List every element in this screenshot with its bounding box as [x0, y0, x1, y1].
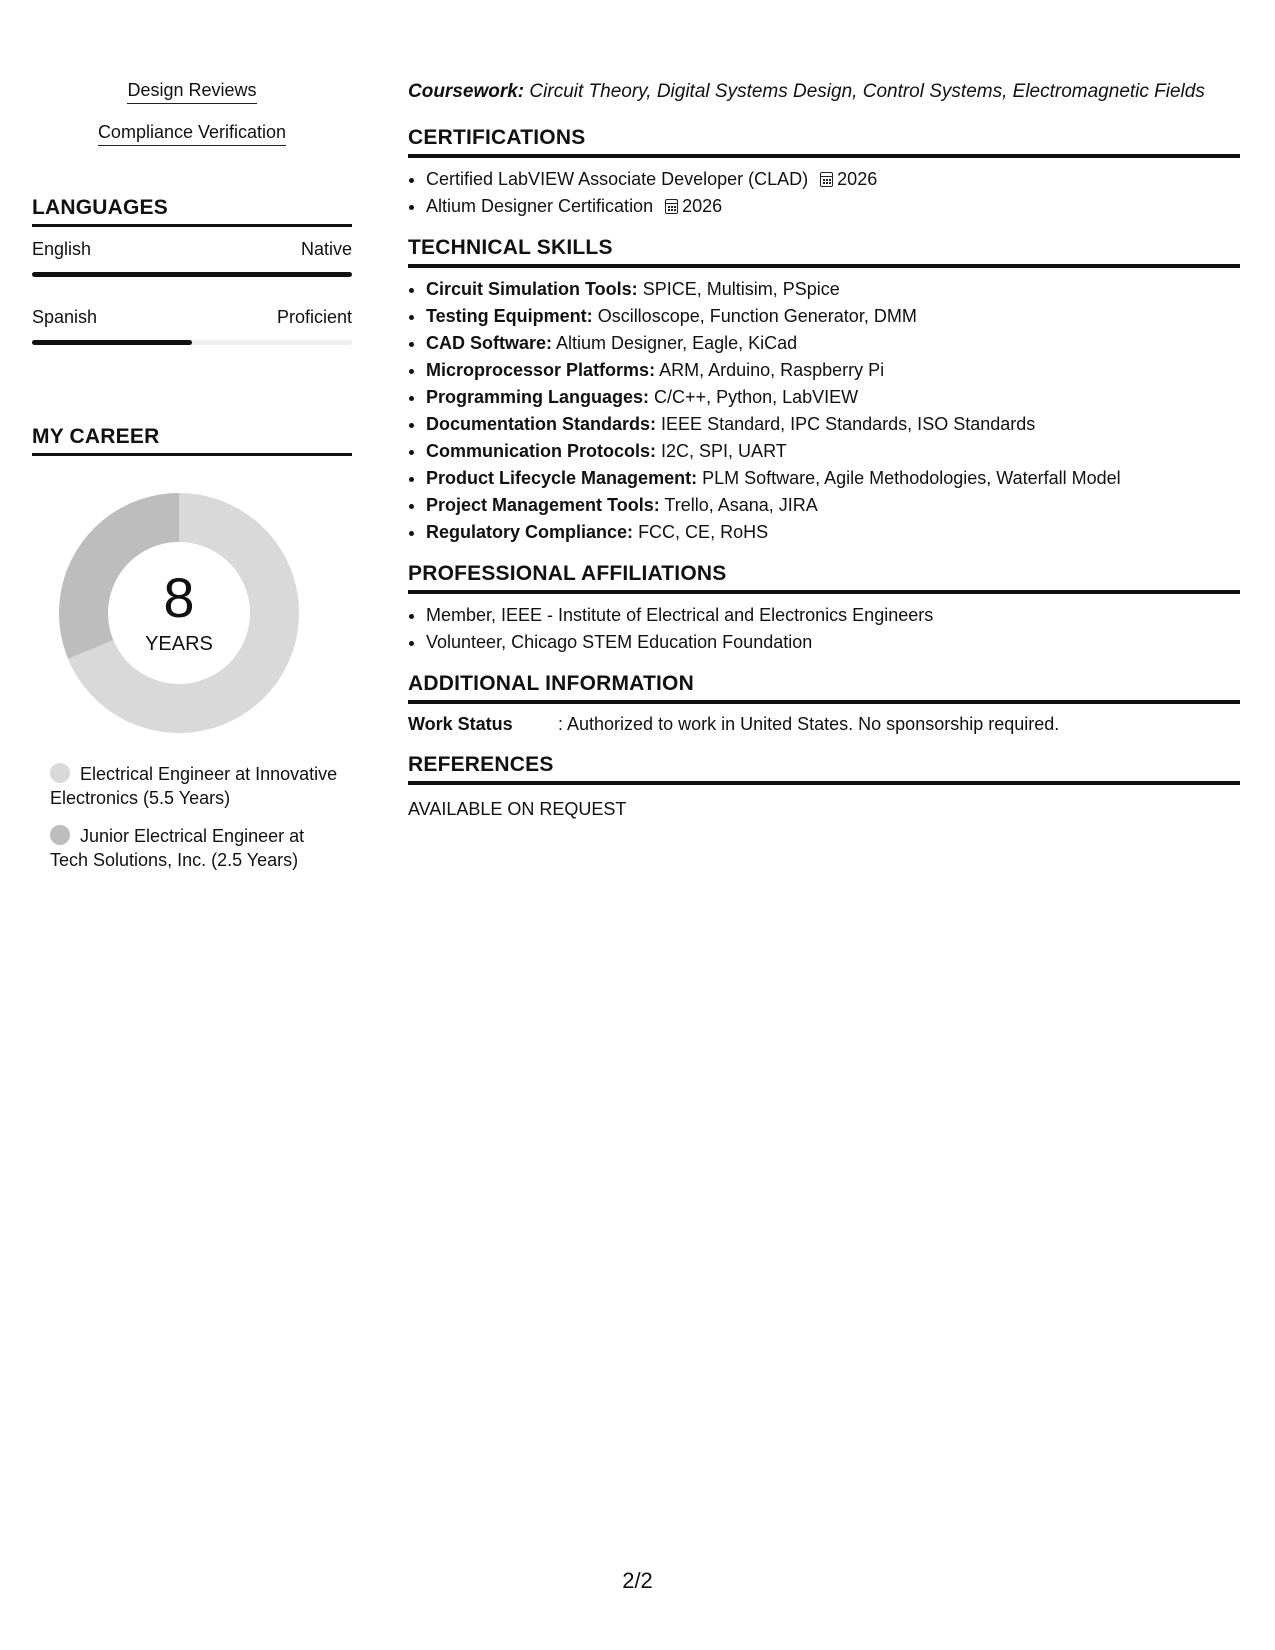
calendar-icon — [665, 199, 678, 214]
skill-item — [426, 330, 1240, 357]
skill-value: I2C, SPI, UART — [661, 441, 787, 461]
certifications-list — [408, 166, 1240, 220]
skill-value: Altium Designer, Eagle, KiCad — [556, 333, 798, 353]
references-text: AVAILABLE ON REQUEST — [408, 799, 627, 819]
additional-info-heading: ADDITIONAL INFORMATION — [408, 672, 1240, 704]
references-heading: REFERENCES — [408, 753, 1240, 785]
language-row — [32, 227, 352, 260]
career-total-unit: YEARS — [145, 633, 213, 655]
skill-label: Testing Equipment: — [426, 306, 593, 326]
legend-label: Junior Electrical Engineer at Tech Solutions, Inc. (2.5 Years) — [50, 826, 305, 870]
skill-label: Regulatory Compliance: — [426, 522, 634, 542]
legend-dot — [50, 825, 70, 845]
skill-value: Trello, Asana, JIRA — [664, 495, 818, 515]
skill-value: PLM Software, Agile Methodologies, Waterfall Model — [702, 468, 1121, 488]
left-column — [32, 80, 352, 886]
skill-label: Circuit Simulation Tools: — [426, 279, 638, 299]
skill-item — [426, 357, 1240, 384]
career-total-years: 8 — [163, 566, 195, 629]
languages-heading: LANGUAGES — [32, 196, 352, 227]
career-heading: MY CAREER — [32, 425, 352, 456]
language-proficiency-bar — [32, 340, 352, 345]
skill-label: Programming Languages: — [426, 387, 650, 407]
skill-tag-label: Design Reviews — [127, 80, 256, 104]
skill-label: Microprocessor Platforms: — [426, 360, 656, 380]
technical-skills-heading: TECHNICAL SKILLS — [408, 236, 1240, 268]
affiliation-item: • Volunteer, Chicago STEM Education Foundation — [426, 629, 1240, 656]
language-name: Spanish — [32, 307, 98, 327]
affiliations-heading: PROFESSIONAL AFFILIATIONS — [408, 562, 1240, 594]
language-row — [32, 295, 352, 328]
legend-item — [50, 762, 340, 810]
skill-label: Project Management Tools: — [426, 495, 660, 515]
skill-tag-compliance-verification — [32, 122, 352, 146]
work-status-row — [408, 714, 1240, 735]
work-status-key: Work Status — [408, 714, 513, 734]
legend-item — [50, 824, 340, 872]
skill-value: FCC, CE, RoHS — [638, 522, 769, 542]
skill-label: CAD Software: — [426, 333, 553, 353]
language-name: English — [32, 239, 92, 259]
language-proficiency-fill — [32, 340, 192, 345]
skill-value: ARM, Arduino, Raspberry Pi — [659, 360, 885, 380]
skill-item — [426, 519, 1240, 546]
coursework — [408, 80, 1240, 104]
career-section — [32, 425, 352, 872]
right-column — [408, 80, 1240, 820]
skill-value: C/C++, Python, LabVIEW — [654, 387, 859, 407]
affiliations-list — [408, 602, 1240, 656]
skill-item — [426, 438, 1240, 465]
certification-name: Altium Designer Certification — [426, 196, 654, 216]
skill-value: IEEE Standard, IPC Standards, ISO Standards — [661, 414, 1036, 434]
certification-item — [426, 166, 1240, 193]
page-number: 2/2 — [622, 1568, 653, 1593]
skill-item — [426, 384, 1240, 411]
skill-tag-label: Compliance Verification — [98, 122, 286, 146]
legend-dot — [50, 763, 70, 783]
career-donut-chart — [54, 488, 304, 738]
affiliation-item: • Member, IEEE - Institute of Electrical and Electronics Engineers — [426, 602, 1240, 629]
coursework-label: Coursework: — [408, 81, 525, 102]
certification-year: 2026 — [837, 169, 878, 189]
technical-skills-list — [408, 276, 1240, 546]
skill-tag-design-reviews — [32, 80, 352, 104]
skill-item — [426, 411, 1240, 438]
language-level: Proficient — [276, 307, 352, 327]
skill-item — [426, 303, 1240, 330]
work-status-value: : Authorized to work in United States. No sponsorship required. — [558, 714, 1060, 734]
certifications-heading: CERTIFICATIONS — [408, 126, 1240, 158]
skill-label: Communication Protocols: — [426, 441, 657, 461]
certification-year: 2026 — [682, 196, 723, 216]
skill-item — [426, 465, 1240, 492]
skill-item — [426, 492, 1240, 519]
skill-value: SPICE, Multisim, PSpice — [642, 279, 840, 299]
skill-label: Product Lifecycle Management: — [426, 468, 698, 488]
legend-label: Electrical Engineer at Innovative Electronics (5.5 Years) — [50, 764, 338, 808]
certification-item — [426, 193, 1240, 220]
calendar-icon — [820, 172, 833, 187]
skill-item — [426, 276, 1240, 303]
language-proficiency-bar — [32, 272, 352, 277]
career-legend — [50, 762, 340, 872]
language-level: Native — [300, 239, 352, 259]
language-proficiency-fill — [32, 272, 352, 277]
languages-section — [32, 196, 352, 345]
skill-label: Documentation Standards: — [426, 414, 657, 434]
certification-name: Certified LabVIEW Associate Developer (CLAD) — [426, 169, 809, 189]
coursework-text: Circuit Theory, Digital Systems Design, Control Systems, Electromagnetic Fields — [529, 81, 1205, 102]
skill-value: Oscilloscope, Function Generator, DMM — [597, 306, 917, 326]
